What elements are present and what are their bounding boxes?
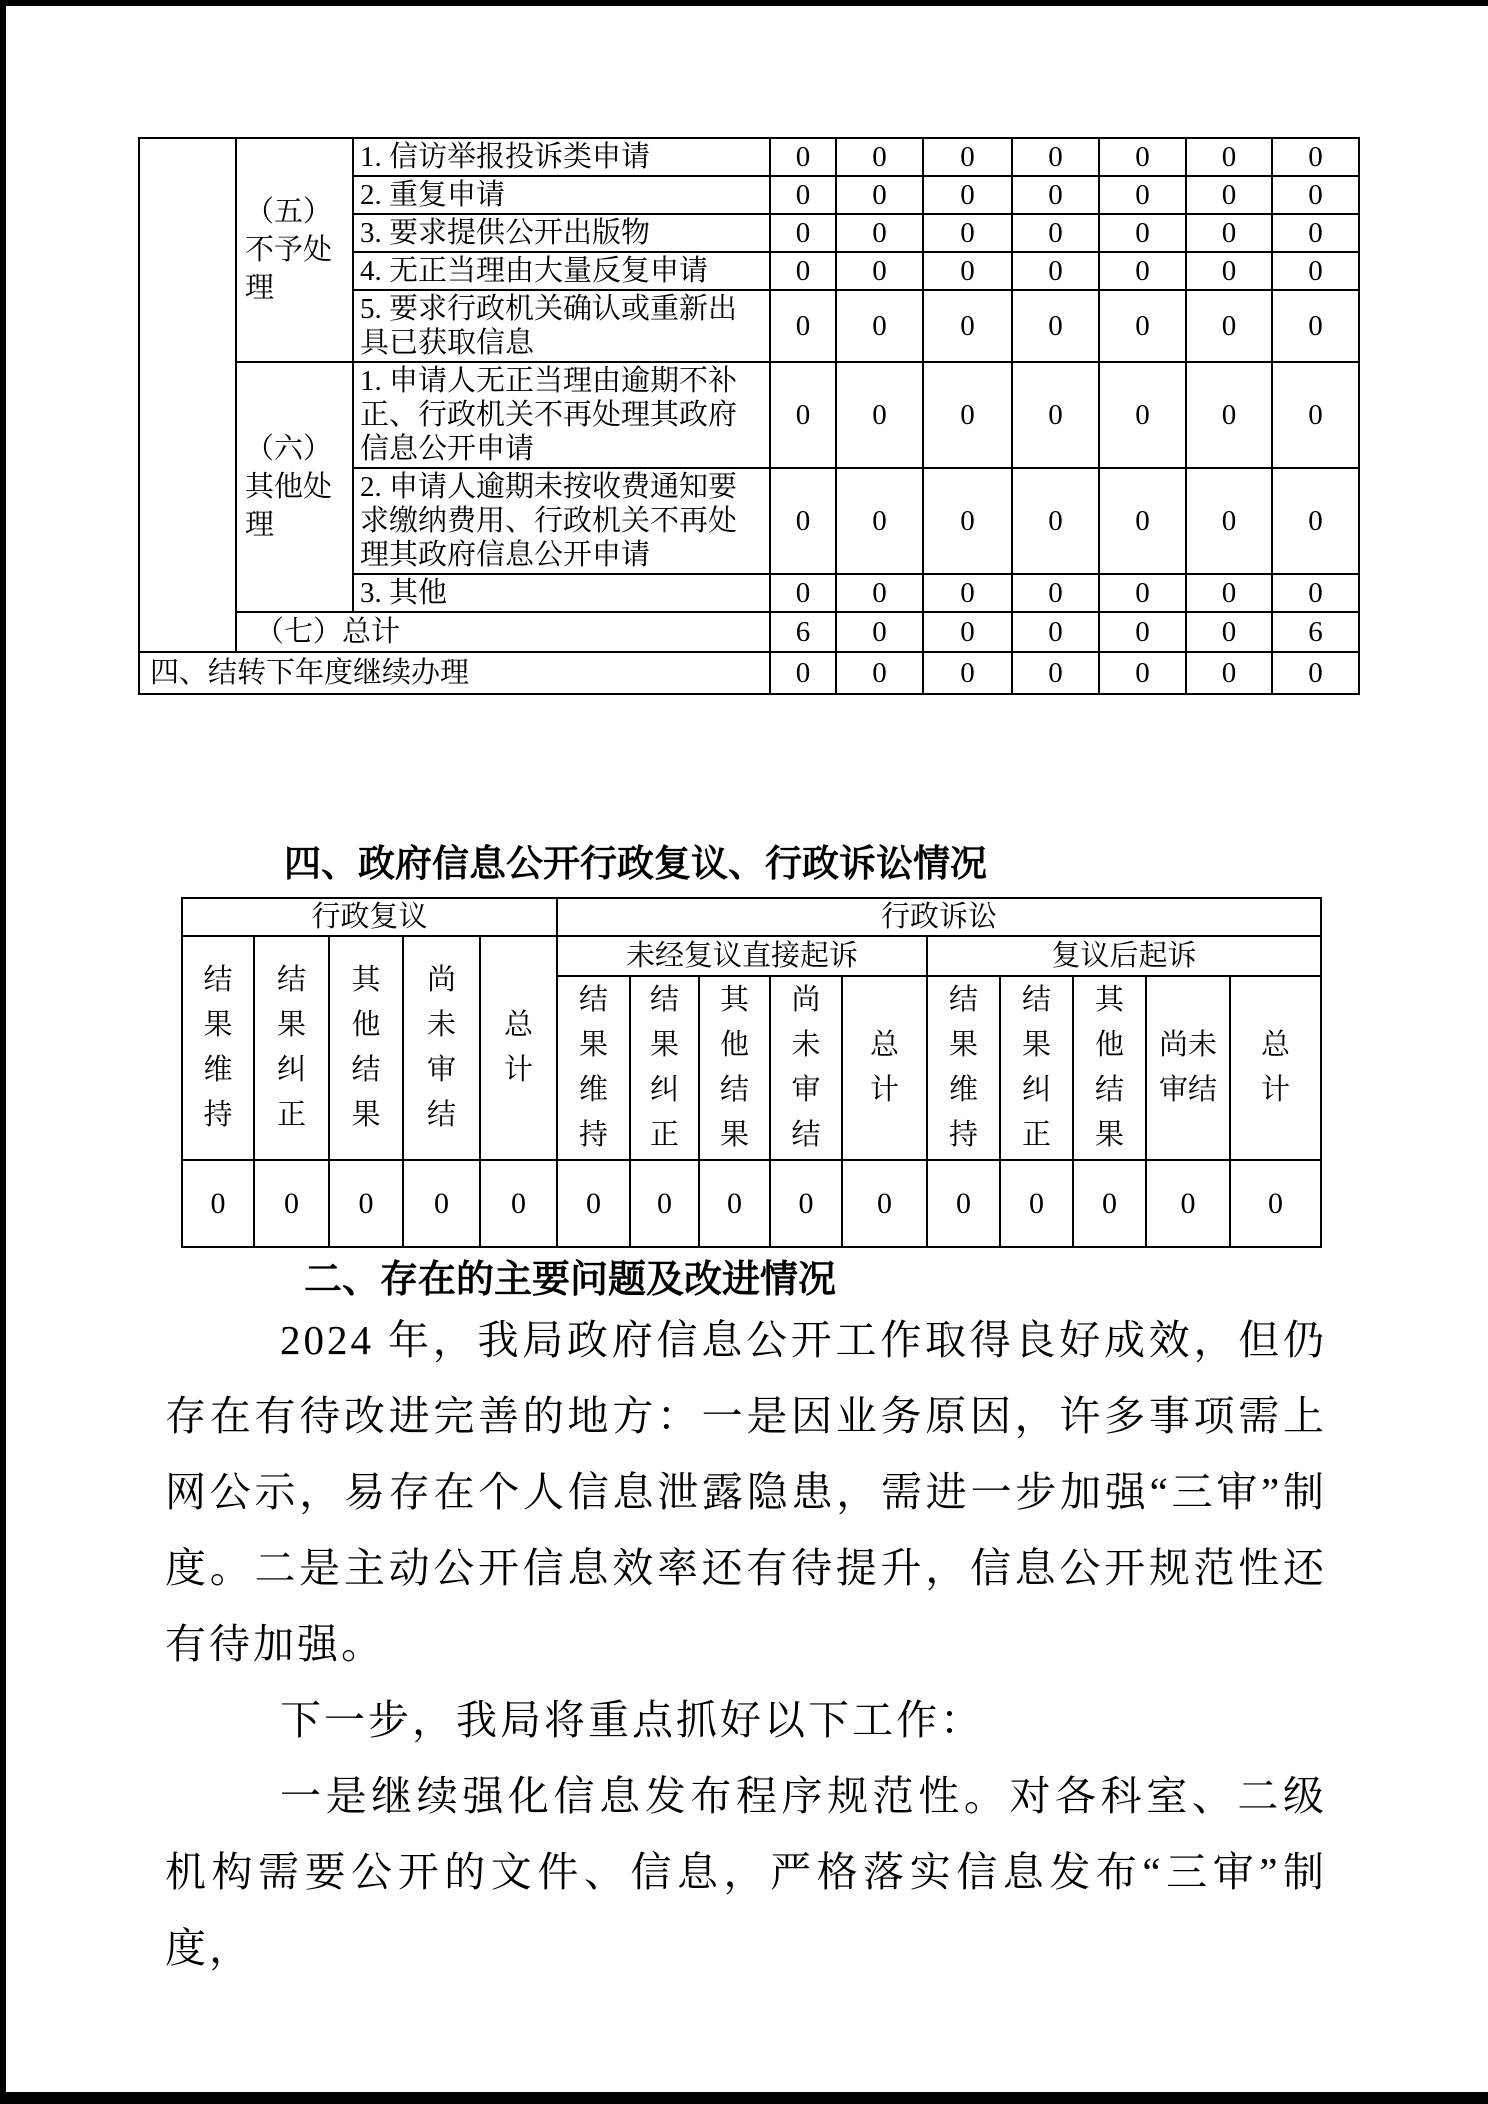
table1-cell: 0	[1012, 362, 1099, 468]
table2-header: 总计	[480, 936, 557, 1160]
table1-cell: 0	[923, 468, 1012, 574]
table1-cell: 0	[923, 574, 1012, 612]
table1-row-item: 4. 无正当理由大量反复申请	[353, 252, 770, 290]
table1-cell: 0	[1186, 214, 1272, 252]
table1-cell: 0	[1012, 176, 1099, 214]
table2-group-lawsuit: 行政诉讼	[557, 898, 1321, 936]
table1-cell: 0	[1272, 574, 1359, 612]
paragraph-next-step: 下一步，我局将重点抓好以下工作：	[280, 1697, 984, 1743]
table2-header: 总计	[1230, 976, 1321, 1160]
table1-cell: 0	[770, 468, 836, 574]
table2-cell: 0	[254, 1160, 329, 1247]
table1-cell: 0	[1099, 252, 1186, 290]
table2-cell: 0	[182, 1160, 254, 1247]
table2-header: 其他结果	[1073, 976, 1146, 1160]
table1-cell: 0	[1272, 468, 1359, 574]
table1-total-cell: 0	[923, 612, 1012, 652]
table2-sub-direct: 未经复议直接起诉	[557, 936, 927, 976]
table1-row-item: 2. 重复申请	[353, 176, 770, 214]
table1-cell: 0	[1012, 138, 1099, 176]
table2-cell: 0	[480, 1160, 557, 1247]
table1-total-cell: 6	[770, 612, 836, 652]
table1-cell: 0	[836, 138, 923, 176]
table1-cell: 0	[1272, 290, 1359, 362]
table1-cell: 0	[923, 176, 1012, 214]
table2-header: 结果维持	[927, 976, 1000, 1160]
table1-cell: 0	[836, 468, 923, 574]
table1-cell: 0	[770, 176, 836, 214]
table2-header: 结果维持	[182, 936, 254, 1160]
table2-group-review: 行政复议	[182, 898, 557, 936]
table1-row-item: 1. 申请人无正当理由逾期不补正、行政机关不再处理其政府信息公开申请	[353, 362, 770, 468]
table2-header: 其他结果	[329, 936, 403, 1160]
table1-cell: 0	[923, 252, 1012, 290]
table1-total-cell: 0	[1186, 612, 1272, 652]
table1-total-cell: 0	[1099, 612, 1186, 652]
table2-cell: 0	[403, 1160, 480, 1247]
table1-cell: 0	[1272, 362, 1359, 468]
table1-carryover-cell: 0	[923, 652, 1012, 694]
table1-cell: 0	[1099, 176, 1186, 214]
table1-cell: 0	[1099, 138, 1186, 176]
table1-cell: 0	[1272, 252, 1359, 290]
table1-carryover-cell: 0	[1099, 652, 1186, 694]
table1-row-item: 3. 要求提供公开出版物	[353, 214, 770, 252]
table1-cell: 0	[1186, 290, 1272, 362]
table1-cell: 0	[1012, 290, 1099, 362]
table1-total-cell: 0	[1012, 612, 1099, 652]
heading-review-lawsuit: 四、政府信息公开行政复议、行政诉讼情况	[284, 843, 987, 884]
table2-cell: 0	[630, 1160, 699, 1247]
table1-cell: 0	[1099, 468, 1186, 574]
table1-carryover-cell: 0	[1186, 652, 1272, 694]
table2-cell: 0	[699, 1160, 770, 1247]
table1-cell: 0	[836, 362, 923, 468]
table1-row-item: 1. 信访举报投诉类申请	[353, 138, 770, 176]
table1-cell: 0	[1186, 252, 1272, 290]
table1-cell: 0	[923, 362, 1012, 468]
table1-cell: 0	[923, 138, 1012, 176]
table2-cell: 0	[1146, 1160, 1230, 1247]
processing-results-table	[138, 137, 1360, 695]
table1-cell: 0	[1012, 214, 1099, 252]
table1-row-item: 2. 申请人逾期未按收费通知要求缴纳费用、行政机关不再处理其政府信息公开申请	[353, 468, 770, 574]
table1-cell: 0	[1099, 214, 1186, 252]
table2-header: 尚未审结	[1146, 976, 1230, 1160]
table1-cell: 0	[1186, 468, 1272, 574]
table1-row-item: 3. 其他	[353, 574, 770, 612]
table2-header: 尚未审结	[403, 936, 480, 1160]
table2-cell: 0	[770, 1160, 842, 1247]
body-text	[165, 1302, 1327, 1986]
table1-cell: 0	[923, 290, 1012, 362]
table2-header: 结果纠正	[1000, 976, 1073, 1160]
table1-carryover-cell: 0	[836, 652, 923, 694]
table1-cell: 0	[923, 214, 1012, 252]
table2-cell: 0	[329, 1160, 403, 1247]
scan-edge-top	[0, 0, 1488, 6]
table1-carryover-cell: 0	[1272, 652, 1359, 694]
table1-cell: 0	[1272, 138, 1359, 176]
paragraph-issues: 2024 年，我局政府信息公开工作取得良好成效，但仍存在有待改进完善的地方：一是因业务原因，许多事项需上网公示，易存在个人信息泄露隐患，需进一步加强“三审”制度。二是主动公开信息效率还有待提升，信息公开规范性还有待加强。	[165, 1317, 1327, 1667]
table2-header: 结果纠正	[254, 936, 329, 1160]
table1-row-item: 5. 要求行政机关确认或重新出具已获取信息	[353, 290, 770, 362]
table2-cell: 0	[927, 1160, 1000, 1247]
table2-cell: 0	[1230, 1160, 1321, 1247]
table1-cell: 0	[1099, 574, 1186, 612]
table1-group5-label: （五）不予处理	[236, 138, 353, 362]
scan-edge-left	[0, 0, 6, 2104]
table1-cell: 0	[836, 290, 923, 362]
table1-group6-label: （六）其他处理	[236, 362, 353, 612]
table1-cell: 0	[836, 252, 923, 290]
table1-cell: 0	[1012, 468, 1099, 574]
review-lawsuit-table	[181, 897, 1322, 1248]
table1-cell: 0	[1272, 214, 1359, 252]
table1-total-label: （七）总计	[236, 612, 770, 652]
table2-cell: 0	[1000, 1160, 1073, 1247]
table1-cell: 0	[1186, 574, 1272, 612]
table1-cell: 0	[836, 574, 923, 612]
table1-cell: 0	[1186, 362, 1272, 468]
table2-header: 尚未审结	[770, 976, 842, 1160]
table1-cell: 0	[1099, 290, 1186, 362]
table1-cell: 0	[770, 362, 836, 468]
table1-cell: 0	[770, 138, 836, 176]
table2-cell: 0	[842, 1160, 927, 1247]
table1-total-cell: 0	[836, 612, 923, 652]
table1-cell: 0	[1012, 252, 1099, 290]
table1-cell: 0	[770, 574, 836, 612]
table1-carryover-cell: 0	[770, 652, 836, 694]
paragraph-measure-one: 一是继续强化信息发布程序规范性。对各科室、二级机构需要公开的文件、信息，严格落实信息发布“三审”制度，	[165, 1773, 1327, 1971]
table1-cell: 0	[770, 214, 836, 252]
table2-header: 结果纠正	[630, 976, 699, 1160]
table1-cell: 0	[1186, 176, 1272, 214]
table1-carryover-cell: 0	[1012, 652, 1099, 694]
table1-cell: 0	[1099, 362, 1186, 468]
table1-cell: 0	[836, 176, 923, 214]
table2-header: 其他结果	[699, 976, 770, 1160]
table1-cell: 0	[1272, 176, 1359, 214]
table1-carryover-label: 四、结转下年度继续办理	[139, 652, 770, 694]
table1-cell: 0	[1012, 574, 1099, 612]
table2-header: 总计	[842, 976, 927, 1160]
table1-left-continued-cell	[139, 138, 236, 652]
table1-cell: 0	[836, 214, 923, 252]
heading-issues: 二、存在的主要问题及改进情况	[304, 1259, 837, 1301]
table1-cell: 0	[1186, 138, 1272, 176]
table2-sub-after: 复议后起诉	[927, 936, 1321, 976]
table1-total-cell: 6	[1272, 612, 1359, 652]
table1-cell: 0	[770, 290, 836, 362]
scan-edge-bottom	[0, 2092, 1488, 2104]
table2-header: 结果维持	[557, 976, 630, 1160]
table1-cell: 0	[770, 252, 836, 290]
table2-cell: 0	[557, 1160, 630, 1247]
table2-cell: 0	[1073, 1160, 1146, 1247]
